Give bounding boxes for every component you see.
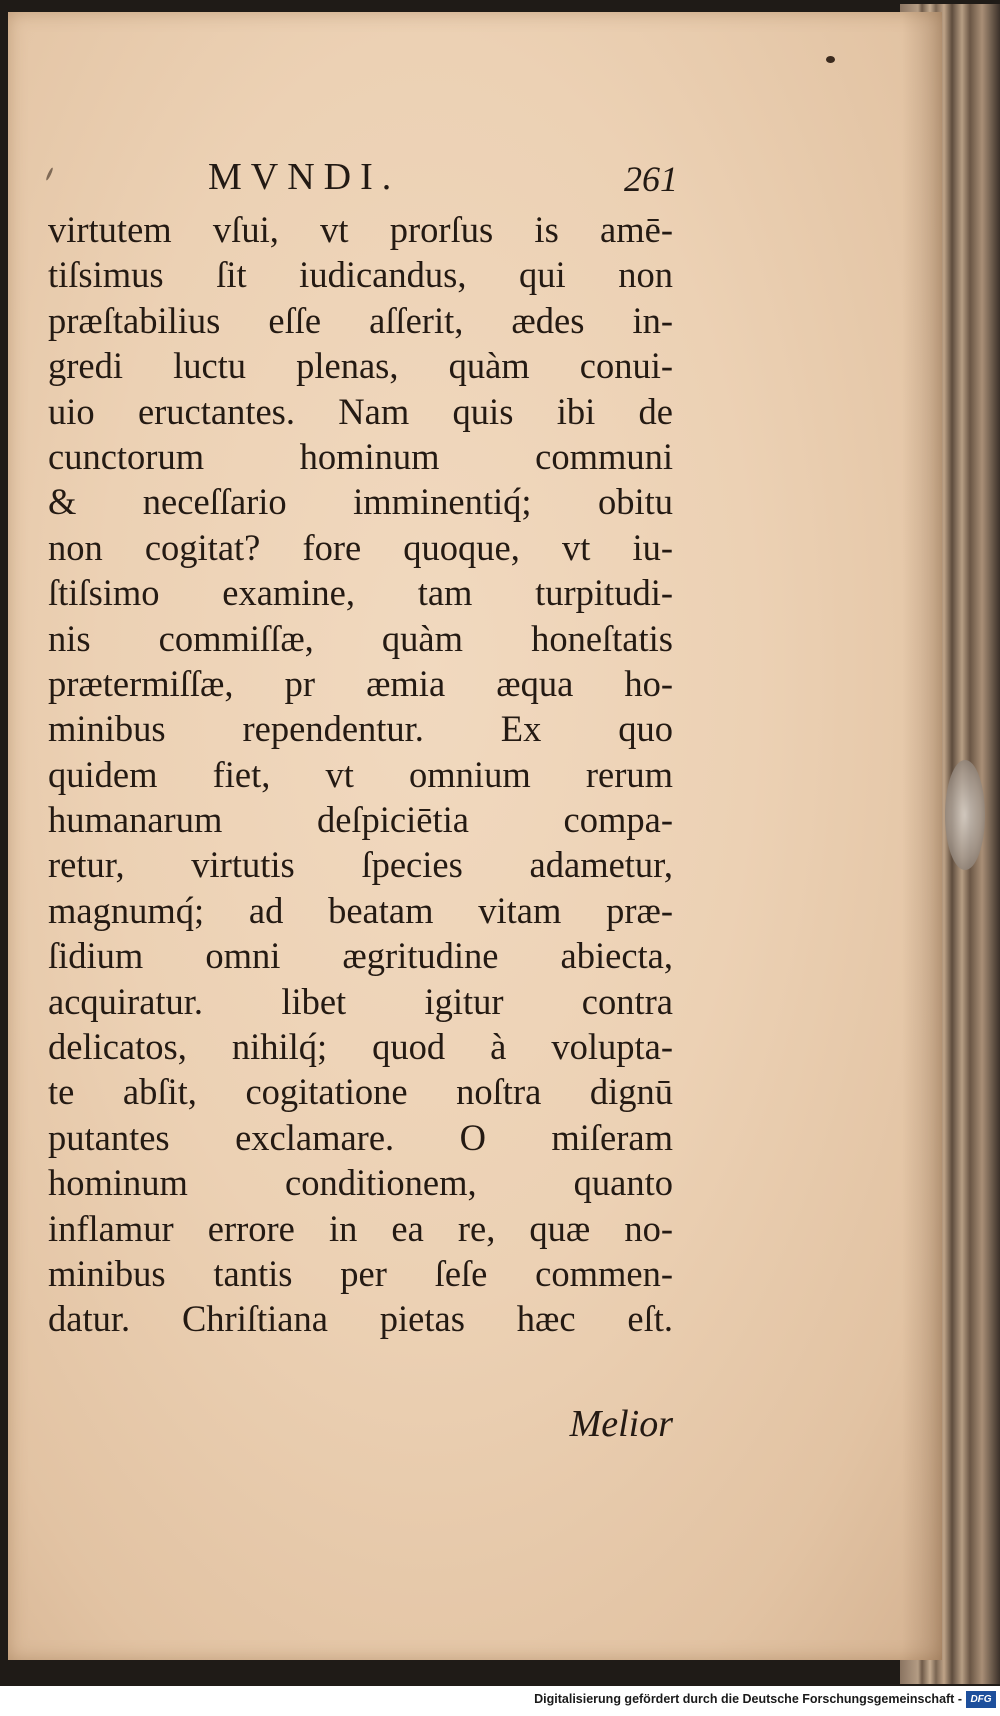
ink-speck [45,167,54,181]
text-line: humanarum deſpiciētia compa- [48,799,673,841]
text-line: uio eructantes. Nam quis ibi de [48,390,673,432]
text-line: ſtiſsimo examine, tam turpitudi- [48,572,673,614]
page-edge-shadow [902,12,942,1660]
text-line: datur. Chriſtiana pietas hæc eſt. [48,1298,673,1340]
page-number: 261 [624,159,678,199]
footer-bar [0,1686,1000,1716]
text-line: putantes exclamare. O miſeram [48,1116,673,1158]
body-text [48,207,673,1342]
text-line: te abſit, cogitatione noſtra dignū [48,1071,673,1113]
text-line: prætermiſſæ, pr æmia æqua ho- [48,662,673,704]
text-line: magnumq́; ad beatam vitam præ- [48,889,673,931]
text-line: minibus rependentur. Ex quo [48,708,673,750]
text-line: nis commiſſæ, quàm honeſtatis [48,617,673,659]
text-line: præſtabilius eſſe aſſerit, ædes in- [48,299,673,341]
book-page [8,12,942,1660]
text-line: delicatos, nihilq́; quod à volupta- [48,1026,673,1068]
page-clip-reflection [945,760,985,870]
running-head: MVNDI. [208,156,401,198]
text-line: retur, virtutis ſpecies adametur, [48,844,673,886]
funding-credit: Digitalisierung gefördert durch die Deutsche Forschungsgemeinschaft - [534,1692,962,1706]
text-line: hominum conditionem, quanto [48,1162,673,1204]
catchword: Melior [569,1403,673,1445]
text-line: acquiratur. libet igitur contra [48,980,673,1022]
text-line: & neceſſario imminentiq́; obitu [48,481,673,523]
text-line: ſidium omni ægritudine abiecta, [48,935,673,977]
text-line: tiſsimus ſit iudicandus, qui non [48,254,673,296]
text-line: minibus tantis per ſeſe commen- [48,1252,673,1294]
text-line: virtutem vſui, vt prorſus is amē- [48,209,673,250]
ink-speck [826,56,835,63]
page-header [208,152,678,202]
text-line: non cogitat? fore quoque, vt iu- [48,526,673,568]
text-line: gredi luctu plenas, quàm conui- [48,345,673,387]
text-line: inflamur errore in ea re, quæ no- [48,1207,673,1249]
text-line: quidem fiet, vt omnium rerum [48,753,673,795]
dfg-logo: DFG [966,1691,996,1708]
text-line: cunctorum hominum communi [48,435,673,477]
